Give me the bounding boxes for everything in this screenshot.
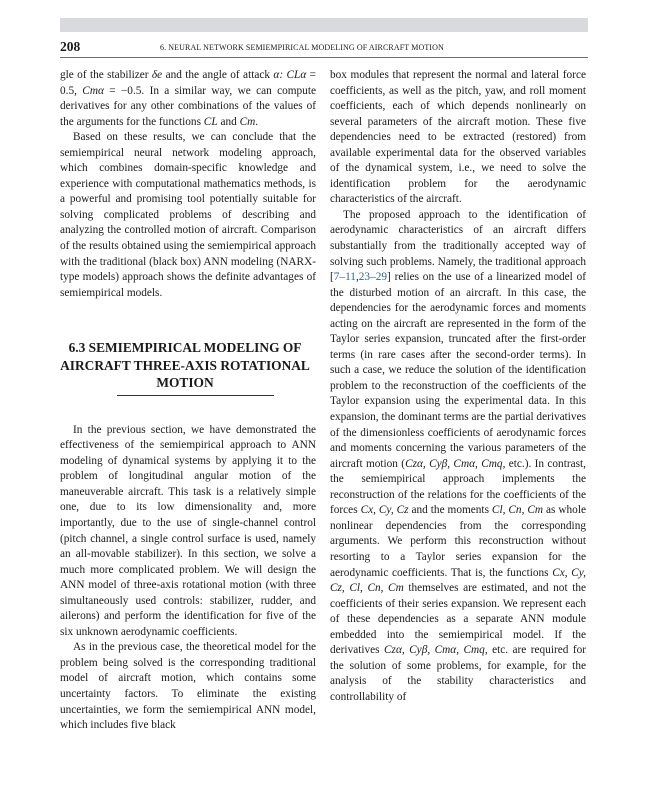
paragraph-model: As in the previous case, the theoretical model for the problem being solved is the corresponding traditional model of aircraft motion, which contains some uncertainty factors. To eliminate the existing uncertainties, we form the semiempirical ANN model, which includes five black (60, 641, 316, 732)
paragraph-continuation: gle of the stabilizer δe and the angle of attack α: CLα = 0.5, Cmα = −0.5. In a similar way, we can compute derivatives for any other combinations of the values of the arguments for the functions CL and Cm. (60, 69, 316, 128)
math-derivatives: Czα, Cyβ, Cmα, Cmq (384, 644, 485, 657)
paragraph-approach: The proposed approach to the identification of aerodynamic characteristics of an aircraft differs substantially from the traditionally accepted way of solving such problems. Namely, the traditional approach [7–11,23–29] relies on the use of a linearized model of the disturbed motion of an aircraft. In this case, the dependencies for the aerodynamic forces and moments acting on the aircraft are represented in the form of the Taylor series expansion, truncated after the first-order terms (in rare cases after the second-order terms). In such a case, we reduce the solution of the identification problem to the reconstruction of the coefficients of the Taylor expansion using the experimental data. In this expansion, the dominant terms are the partial derivatives of the dimensionless coefficients of aerodynamic forces and moments concerning the various parameters of the aircraft motion (Czα, Cyβ, Cmα, Cmq, etc.). In contrast, the semiempirical approach implements the reconstruction of the relations for the coefficients of the forces Cx, Cy, Cz and the moments Cl, Cn, Cm as whole nonlinear dependencies from the corresponding arguments. We perform this reconstruction without resorting to a Taylor series expansion for the aerodynamic coefficients. That is, the functions Cx, Cy, Cz, Cl, Cn, Cm themselves are estimated, and not the coefficients of their series expansion. We represent each of these dependencies as a separate ANN module embedded into the semiempirical model. If the derivatives Czα, Cyβ, Cmα, Cmq, etc. are required for the solution of some problems, for example, for the analysis of the stability characteristics and controllability of (330, 208, 587, 703)
header-bar (60, 18, 588, 32)
citation-link[interactable]: 23–29 (358, 271, 388, 284)
right-column (330, 68, 586, 705)
math-moment-coefficients: Cl, Cn, Cm (491, 504, 544, 517)
math-force-coefficients: Cx, Cy, Cz (360, 504, 409, 517)
math-cm-alpha: Cmα (82, 84, 104, 97)
math-alpha: α: (273, 69, 284, 81)
running-head: 6. NEURAL NETWORK SEMIEMPIRICAL MODELING OF AIRCRAFT MOTION (160, 43, 444, 52)
math-derivatives: Czα, Cyβ, Cmα, Cmq (405, 457, 503, 470)
paragraph-intro: In the previous section, we have demonstrated the effectiveness of the semiempirical approach to ANN modeling of dynamical systems by applying it to the problem of longitudinal angular motion of the maneuverable aircraft. This task is a relatively simple one, due to its low dimensionality and, more importantly, due to the use of single-channel control (pitch channel, a single control surface is used, namely an all-movable stabilizer). In this section, we solve a much more complicated problem. We will design the ANN model of three-axis rotational motion (with three simultaneously used controls: stabilizer, rudder, and ailerons) and perform the identification for five of the six unknown aerodynamic coefficients. (60, 423, 316, 638)
section-heading: 6.3 SEMIEMPIRICAL MODELING OF AIRCRAFT THREE-AXIS ROTATIONAL MOTION (60, 340, 310, 391)
math-all-coefficients: Cx, Cy, Cz, Cl, Cn, Cm (330, 566, 587, 595)
paragraph-black-box: box modules that represent the normal and lateral force coefficients, as well as the pitch, yaw, and roll moment coefficients, each of which depends nonlinearly on several parameters of the aircraft motion. These five dependencies need to be extracted (restored) from available experimental data for the observed variables of the dynamical system, i.e., we need to solve the identification problem for the aerodynamic characteristics of the aircraft. (330, 69, 586, 206)
paragraph-conclusion: Based on these results, we can conclude that the semiempirical neural network modeling approach, which combines domain-specific knowledge and experience with computational mathematics methods, is a powerful and promising tool potentially suitable for solving complicated problems of describing and analyzing the controlled motion of aircraft. Comparison of the results obtained using the semiempirical approach with the traditional (black box) ANN modeling (NARX-type models) approach shows the definite advantages of semiempirical models. (60, 131, 316, 299)
math-cl-alpha: CLα (286, 69, 307, 81)
header-rule (60, 57, 588, 58)
math-delta-e: δe (151, 69, 163, 81)
math-cl: CL (203, 115, 218, 128)
math-cm: Cm (239, 115, 256, 128)
left-column (60, 68, 316, 734)
citation-link[interactable]: 7–11 (333, 271, 356, 284)
page-number: 208 (60, 39, 81, 54)
